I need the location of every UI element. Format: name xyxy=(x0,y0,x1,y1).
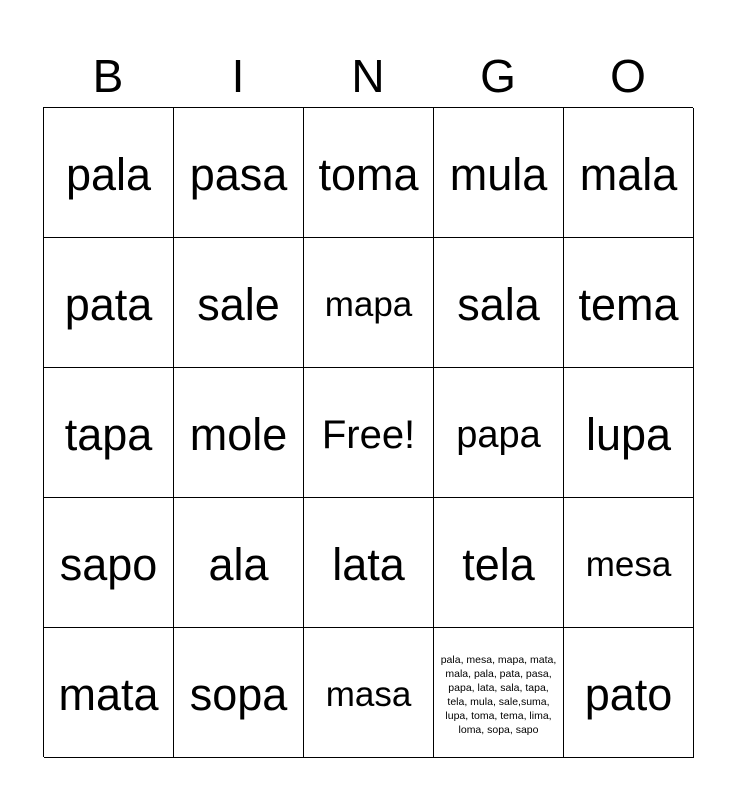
free-space-label: Free! xyxy=(321,412,416,457)
cell-word: pata xyxy=(64,279,153,330)
cell-word: mata xyxy=(58,669,159,720)
bingo-cell-r1-c4[interactable] xyxy=(434,108,564,238)
cell-word: mesa xyxy=(585,545,672,584)
bingo-cell-r5-c2[interactable] xyxy=(174,628,304,758)
bingo-header xyxy=(43,46,693,106)
bingo-cell-r5-c5[interactable] xyxy=(564,628,694,758)
cell-word: mala xyxy=(579,149,678,200)
cell-word: sale xyxy=(197,279,280,330)
bingo-cell-r5-c4[interactable] xyxy=(434,628,564,758)
bingo-cell-r3-c2[interactable] xyxy=(174,368,304,498)
bingo-cell-r5-c3[interactable] xyxy=(304,628,434,758)
bingo-cell-r1-c1[interactable] xyxy=(44,108,174,238)
word-list-text: pala, mesa, mapa, mata, mala, pala, pata, pasa, papa, lata, sala, tapa, tela, mula, sale,suma, lupa, toma, tema, lima, loma, sopa, sapo xyxy=(440,653,557,736)
cell-word: pasa xyxy=(189,149,288,200)
cell-word: pala xyxy=(65,149,152,200)
cell-word: ala xyxy=(208,539,269,590)
bingo-cell-r2-c1[interactable] xyxy=(44,238,174,368)
cell-word: mula xyxy=(449,149,548,200)
cell-word: toma xyxy=(318,149,419,200)
cell-word: tema xyxy=(578,279,679,330)
bingo-cell-r4-c4[interactable] xyxy=(434,498,564,628)
header-letter-b: B xyxy=(92,50,124,102)
bingo-cell-r4-c1[interactable] xyxy=(44,498,174,628)
cell-word: tela xyxy=(462,539,535,590)
cell-word: lata xyxy=(332,539,405,590)
header-letter-n: N xyxy=(351,50,385,102)
bingo-card xyxy=(43,107,693,757)
bingo-cell-r2-c3[interactable] xyxy=(304,238,434,368)
cell-word: lupa xyxy=(585,409,672,460)
cell-word: mapa xyxy=(324,285,413,324)
cell-word: pato xyxy=(584,669,673,720)
bingo-cell-r4-c5[interactable] xyxy=(564,498,694,628)
bingo-cell-r4-c2[interactable] xyxy=(174,498,304,628)
bingo-cell-r2-c5[interactable] xyxy=(564,238,694,368)
header-letter-i: I xyxy=(231,50,245,102)
cell-word: masa xyxy=(325,675,412,714)
header-letter-o: O xyxy=(610,50,646,102)
cell-word: sopa xyxy=(189,669,288,720)
bingo-cell-r1-c3[interactable] xyxy=(304,108,434,238)
bingo-cell-free[interactable] xyxy=(304,368,434,498)
bingo-cell-r3-c5[interactable] xyxy=(564,368,694,498)
bingo-cell-r1-c5[interactable] xyxy=(564,108,694,238)
header-letter-g: G xyxy=(480,50,516,102)
bingo-cell-r2-c4[interactable] xyxy=(434,238,564,368)
cell-word: sapo xyxy=(59,539,158,590)
bingo-cell-r4-c3[interactable] xyxy=(304,498,434,628)
bingo-cell-r3-c1[interactable] xyxy=(44,368,174,498)
cell-word: mole xyxy=(189,409,288,460)
bingo-cell-r5-c1[interactable] xyxy=(44,628,174,758)
cell-word: sala xyxy=(457,279,540,330)
bingo-cell-r3-c4[interactable] xyxy=(434,368,564,498)
bingo-cell-r2-c2[interactable] xyxy=(174,238,304,368)
cell-word: tapa xyxy=(64,409,153,460)
bingo-cell-r1-c2[interactable] xyxy=(174,108,304,238)
cell-word: papa xyxy=(456,413,541,456)
